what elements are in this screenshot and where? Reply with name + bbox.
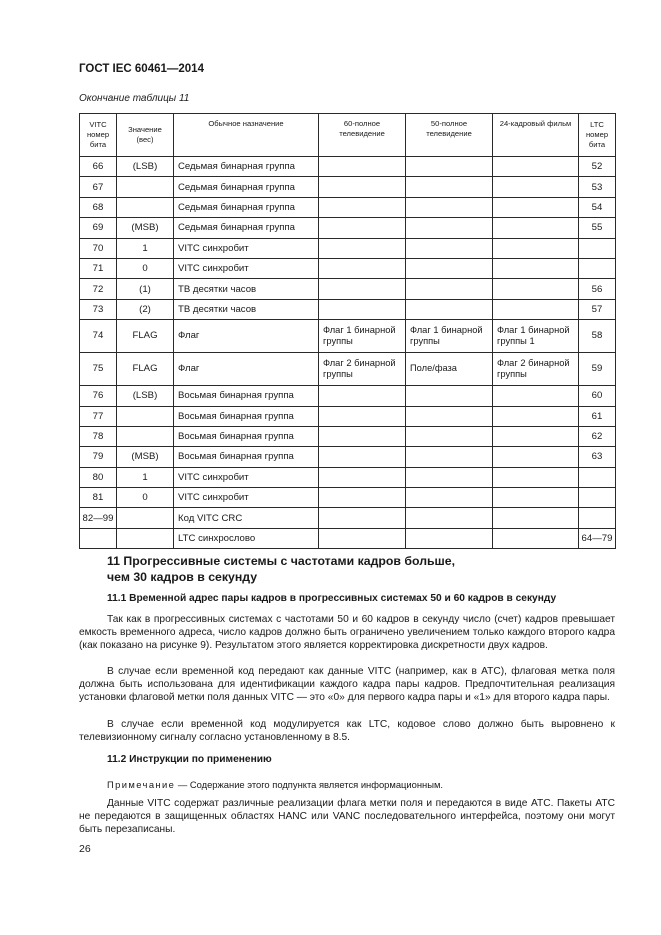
cell xyxy=(117,197,174,217)
table-row xyxy=(80,386,616,406)
cell: 62 xyxy=(579,426,616,446)
table-row xyxy=(80,320,616,353)
cell: 67 xyxy=(80,177,117,197)
cell xyxy=(579,467,616,487)
standard-code: ГОСТ IEC 60461—2014 xyxy=(79,63,204,75)
paragraph-text: В случае если временной код модулируется как LTC, кодовое слово должно быть выровнено к телевизионному сигналу согласно установленному в 8.5. xyxy=(79,719,615,743)
cell: 1 xyxy=(117,238,174,258)
cell: 53 xyxy=(579,177,616,197)
cell xyxy=(493,467,579,487)
cell xyxy=(493,447,579,467)
cell: 0 xyxy=(117,488,174,508)
cell: 80 xyxy=(80,467,117,487)
cell xyxy=(319,279,406,299)
table-row xyxy=(80,279,616,299)
cell: 73 xyxy=(80,299,117,319)
cell: Флаг 2 бинарной группы xyxy=(319,353,406,386)
cell xyxy=(406,426,493,446)
cell: 55 xyxy=(579,218,616,238)
cell xyxy=(406,157,493,177)
cell: VITC синхробит xyxy=(174,467,319,487)
cell: 1 xyxy=(117,467,174,487)
cell xyxy=(117,508,174,528)
cell: 59 xyxy=(579,353,616,386)
cell xyxy=(406,528,493,548)
table-row xyxy=(80,157,616,177)
cell: 81 xyxy=(80,488,117,508)
cell: VITC синхробит xyxy=(174,238,319,258)
paragraph-text: Так как в прогрессивных системах с частотами 50 и 60 кадров в секунду число (счет) кадров превышает емкость временного адреса, число кадров должно быть ограничено увеличением только каждого второго кадра (как показано на рисунке 9). Результатом этого является корректировка дискретности двух кадров. xyxy=(79,614,615,651)
cell xyxy=(319,299,406,319)
table-caption: Окончание таблицы 11 xyxy=(79,93,190,104)
cell: FLAG xyxy=(117,320,174,353)
col-header-50: 50-полное телевидение xyxy=(406,114,493,157)
cell: Седьмая бинарная группа xyxy=(174,177,319,197)
cell xyxy=(579,508,616,528)
cell xyxy=(319,218,406,238)
cell xyxy=(493,218,579,238)
col-header-value: Значение (вес) xyxy=(117,114,174,157)
section-11-1-heading: 11.1 Временной адрес пары кадров в прогрессивных системах 50 и 60 кадров в секунду xyxy=(107,593,557,604)
cell: (MSB) xyxy=(117,447,174,467)
table-row xyxy=(80,258,616,278)
cell xyxy=(406,508,493,528)
cell: Поле/фаза xyxy=(406,353,493,386)
cell xyxy=(493,177,579,197)
cell xyxy=(406,447,493,467)
cell xyxy=(319,488,406,508)
cell: 57 xyxy=(579,299,616,319)
table-header-row xyxy=(80,114,616,157)
cell: (2) xyxy=(117,299,174,319)
cell: 54 xyxy=(579,197,616,217)
cell: VITC синхробит xyxy=(174,488,319,508)
cell xyxy=(319,238,406,258)
cell: Код VITC CRC xyxy=(174,508,319,528)
cell: 63 xyxy=(579,447,616,467)
cell: Восьмая бинарная группа xyxy=(174,426,319,446)
cell: 58 xyxy=(579,320,616,353)
cell xyxy=(493,197,579,217)
cell: (LSB) xyxy=(117,157,174,177)
cell: FLAG xyxy=(117,353,174,386)
paragraph-text: Данные VITC содержат различные реализации флага метки поля и передаются в виде АТС. Пакеты АТС не передаются в защищенных областях HANC или VANC последовательного интерфейса, поэтому они могут быть перезаписаны. xyxy=(79,798,615,835)
table-row xyxy=(80,406,616,426)
cell xyxy=(406,386,493,406)
table-row xyxy=(80,488,616,508)
cell: Флаг xyxy=(174,320,319,353)
cell xyxy=(406,258,493,278)
cell: 66 xyxy=(80,157,117,177)
cell: 74 xyxy=(80,320,117,353)
section-11-title-line1: 11 Прогрессивные системы с частотами кадров больше, xyxy=(107,554,456,568)
cell: LTC синхрослово xyxy=(174,528,319,548)
col-header-24: 24-кадровый фильм xyxy=(493,114,579,157)
cell xyxy=(117,177,174,197)
cell: 71 xyxy=(80,258,117,278)
cell xyxy=(579,238,616,258)
cell xyxy=(80,528,117,548)
cell: ТВ десятки часов xyxy=(174,279,319,299)
cell xyxy=(406,279,493,299)
cell: Флаг xyxy=(174,353,319,386)
table-row xyxy=(80,177,616,197)
table-row xyxy=(80,467,616,487)
cell xyxy=(493,299,579,319)
cell xyxy=(579,258,616,278)
table-row xyxy=(80,508,616,528)
paragraph xyxy=(79,613,615,652)
note-text: — Содержание этого подпункта является информационным. xyxy=(175,779,443,790)
table-row xyxy=(80,528,616,548)
cell: 68 xyxy=(80,197,117,217)
table-row xyxy=(80,447,616,467)
cell: 0 xyxy=(117,258,174,278)
cell: 75 xyxy=(80,353,117,386)
section-11-title-line2: чем 30 кадров в секунду xyxy=(107,570,258,584)
table-row xyxy=(80,299,616,319)
cell: 76 xyxy=(80,386,117,406)
cell: ТВ десятки часов xyxy=(174,299,319,319)
cell xyxy=(406,299,493,319)
cell: Восьмая бинарная группа xyxy=(174,447,319,467)
table-row xyxy=(80,218,616,238)
cell xyxy=(493,279,579,299)
cell: (MSB) xyxy=(117,218,174,238)
col-header-ltc: LTC номер бита xyxy=(579,114,616,157)
cell: Седьмая бинарная группа xyxy=(174,197,319,217)
cell: (LSB) xyxy=(117,386,174,406)
paragraph-text: В случае если временной код передают как данные VITC (например, как в АТС), флаговая метка поля должна быть использована для идентификации каждого кадра пары кадров. Предпочтительная реализация установки флаговой метки поля данных VITC — это «0» для первого кадра пары и «1» для второго кадра пары. xyxy=(79,666,615,703)
cell xyxy=(319,157,406,177)
cell xyxy=(117,426,174,446)
cell: Флаг 1 бинарной группы 1 xyxy=(493,320,579,353)
data-table xyxy=(79,113,616,549)
cell xyxy=(493,386,579,406)
cell: 61 xyxy=(579,406,616,426)
cell: Восьмая бинарная группа xyxy=(174,386,319,406)
paragraph xyxy=(79,797,615,836)
cell: Восьмая бинарная группа xyxy=(174,406,319,426)
cell xyxy=(493,488,579,508)
col-header-60: 60-полное телевидение xyxy=(319,114,406,157)
cell xyxy=(493,528,579,548)
table-row xyxy=(80,426,616,446)
col-header-vitc: VITC номер бита xyxy=(80,114,117,157)
cell: 79 xyxy=(80,447,117,467)
cell: Седьмая бинарная группа xyxy=(174,218,319,238)
cell xyxy=(406,467,493,487)
cell xyxy=(493,157,579,177)
cell xyxy=(406,238,493,258)
table-row xyxy=(80,197,616,217)
section-11-heading xyxy=(107,553,455,585)
note xyxy=(107,779,443,790)
cell xyxy=(319,426,406,446)
cell xyxy=(406,488,493,508)
cell xyxy=(406,197,493,217)
cell xyxy=(493,406,579,426)
cell xyxy=(319,177,406,197)
cell xyxy=(319,406,406,426)
cell: 78 xyxy=(80,426,117,446)
cell: Флаг 2 бинарной группы xyxy=(493,353,579,386)
cell: Флаг 1 бинарной группы xyxy=(406,320,493,353)
cell xyxy=(319,447,406,467)
cell: 70 xyxy=(80,238,117,258)
cell: (1) xyxy=(117,279,174,299)
paragraph xyxy=(79,718,615,744)
cell: 77 xyxy=(80,406,117,426)
cell xyxy=(493,258,579,278)
page-number: 26 xyxy=(79,843,91,855)
col-header-assignment: Обычное назначение xyxy=(174,114,319,157)
cell: 60 xyxy=(579,386,616,406)
cell xyxy=(579,488,616,508)
cell xyxy=(406,218,493,238)
paragraph xyxy=(79,665,615,704)
cell xyxy=(493,508,579,528)
note-label: Примечание xyxy=(107,779,176,790)
cell: 69 xyxy=(80,218,117,238)
cell xyxy=(493,426,579,446)
cell: Седьмая бинарная группа xyxy=(174,157,319,177)
cell: Флаг 1 бинарной группы xyxy=(319,320,406,353)
cell xyxy=(117,406,174,426)
cell xyxy=(406,406,493,426)
cell: 82—99 xyxy=(80,508,117,528)
cell xyxy=(319,258,406,278)
cell xyxy=(493,238,579,258)
cell: 72 xyxy=(80,279,117,299)
cell: VITC синхробит xyxy=(174,258,319,278)
cell xyxy=(117,528,174,548)
cell xyxy=(319,508,406,528)
cell xyxy=(319,528,406,548)
cell xyxy=(319,197,406,217)
section-11-2-heading: 11.2 Инструкции по применению xyxy=(107,754,272,765)
cell: 52 xyxy=(579,157,616,177)
table-row xyxy=(80,353,616,386)
cell xyxy=(319,386,406,406)
cell xyxy=(319,467,406,487)
cell xyxy=(406,177,493,197)
table-row xyxy=(80,238,616,258)
cell: 64—79 xyxy=(579,528,616,548)
cell: 56 xyxy=(579,279,616,299)
